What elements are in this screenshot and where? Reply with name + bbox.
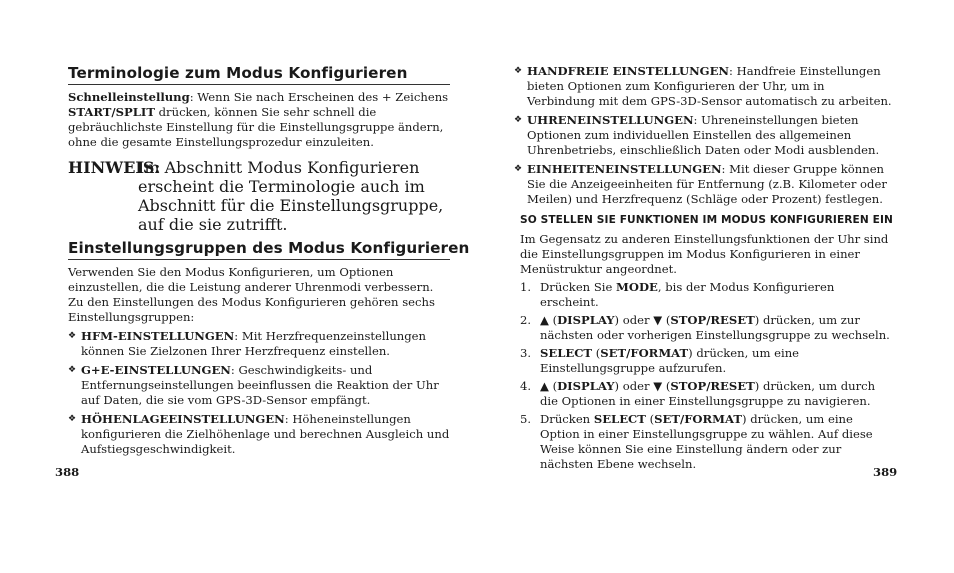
list-item: ❖ UHRENEINSTELLUNGEN: Uhreneinstellungen bieten Optionen zum individuellen Einstellen des allgemeinen Uhrenbetriebs, einschließlich Daten oder Modi ausblenden. <box>514 113 880 157</box>
hinweis-text: Im Abschnitt Modus Konfigurieren erscheint die Terminologie auch im Abschnitt für die Einstellungsgruppe, auf die sie zutrifft. <box>138 158 444 234</box>
right-page <box>514 64 896 475</box>
list-item: 2. ▲ (DISPLAY) oder ▼ (STOP/RESET) drücken, um zur nächsten oder vorherigen Einstellungsgruppe zu wechseln. <box>520 313 890 342</box>
right-bullet-list <box>514 64 896 207</box>
list-item: 4. ▲ (DISPLAY) oder ▼ (STOP/RESET) drücken, um durch die Optionen in einer Einstellungsgruppe zu navigieren. <box>520 379 876 408</box>
page-number-left: 388 <box>55 465 80 479</box>
list-item: 5. Drücken SELECT (SET/FORMAT) drücken, um eine Option in einer Einstellungsgruppe zu wählen. Auf diese Weise können Sie eine Einstellung ändern oder zur nächsten Ebene wechseln. <box>520 412 873 471</box>
hinweis-label: HINWEIS: <box>68 158 161 177</box>
list-item: 3. SELECT (SET/FORMAT) drücken, um eine Einstellungsgruppe aufzurufen. <box>520 346 800 375</box>
list-item: ❖ HANDFREIE EINSTELLUNGEN: Handfreie Einstellungen bieten Optionen zum Konfigurieren der Uhr, um in Verbindung mit dem GPS-3D-Sensor automatisch zu arbeiten. <box>514 64 892 108</box>
paragraph-menu-intro: Im Gegensatz zu anderen Einstellungsfunktionen der Uhr sind die Einstellungsgruppen im Modus Konfigurieren in einer Menüstruktur angeordnet. <box>520 232 889 276</box>
list-item: ❖ EINHEITENEINSTELLUNGEN: Mit dieser Gruppe können Sie die Anzeigeeinheiten für Entfernung (z.B. Kilometer oder Meilen) und Herzfrequenz (Schläge oder Prozent) festlegen. <box>514 162 887 206</box>
left-page <box>68 64 470 461</box>
paragraph-intro: Verwenden Sie den Modus Konfigurieren, um Optionen einzustellen, die die Leistung anderer Uhrenmodi verbessern. Zu den Einstellungen des Modus Konfigurieren gehören sechs Einstellungsgruppen: <box>68 265 435 324</box>
diamond-bullet-icon: ❖ <box>68 331 77 341</box>
list-item: ❖ HFM-EINSTELLUNGEN: Mit Herzfrequenzeinstellungen können Sie Zielzonen Ihrer Herzfrequenz einstellen. <box>68 329 427 358</box>
diamond-bullet-icon: ❖ <box>514 115 523 125</box>
hinweis-note <box>68 158 450 234</box>
page-number-right: 389 <box>873 465 898 479</box>
list-item: ❖ HÖHENLAGEEINSTELLUNGEN: Höheneinstellungen konfigurieren die Zielhöhenlage und berechnen Ausgleich und Aufstiegsgeschwindigkeit. <box>68 412 450 456</box>
diamond-bullet-icon: ❖ <box>68 414 77 424</box>
diamond-bullet-icon: ❖ <box>514 66 523 76</box>
list-item: ❖ G+E-EINSTELLUNGEN: Geschwindigkeits- und Entfernungseinstellungen beeinflussen die Reaktion der Uhr auf Daten, die sie vom GPS-3D-Sensor empfängt. <box>68 363 439 407</box>
left-bullet-list <box>68 329 450 457</box>
heading-settings-groups: Einstellungsgruppen des Modus Konfigurieren <box>68 239 450 260</box>
heading-terminology: Terminologie zum Modus Konfigurieren <box>68 64 450 85</box>
diamond-bullet-icon: ❖ <box>68 365 77 375</box>
paragraph-schnelleinstellung: Schnelleinstellung: Wenn Sie nach Erscheinen des + Zeichens START/SPLIT drücken, können Sie sehr schnell die gebräuchlichste Einstellung für die Einstellungsgruppe ändern, ohne die gesamte Einstellungsprozedur einzuleiten. <box>68 90 449 149</box>
list-item: 1. Drücken Sie MODE, bis der Modus Konfigurieren erscheint. <box>520 280 835 309</box>
diamond-bullet-icon: ❖ <box>514 164 523 174</box>
subheading-how-to: SO STELLEN SIE FUNKTIONEN IM MODUS KONFIGURIEREN EIN <box>520 214 893 226</box>
steps-list <box>514 280 896 472</box>
